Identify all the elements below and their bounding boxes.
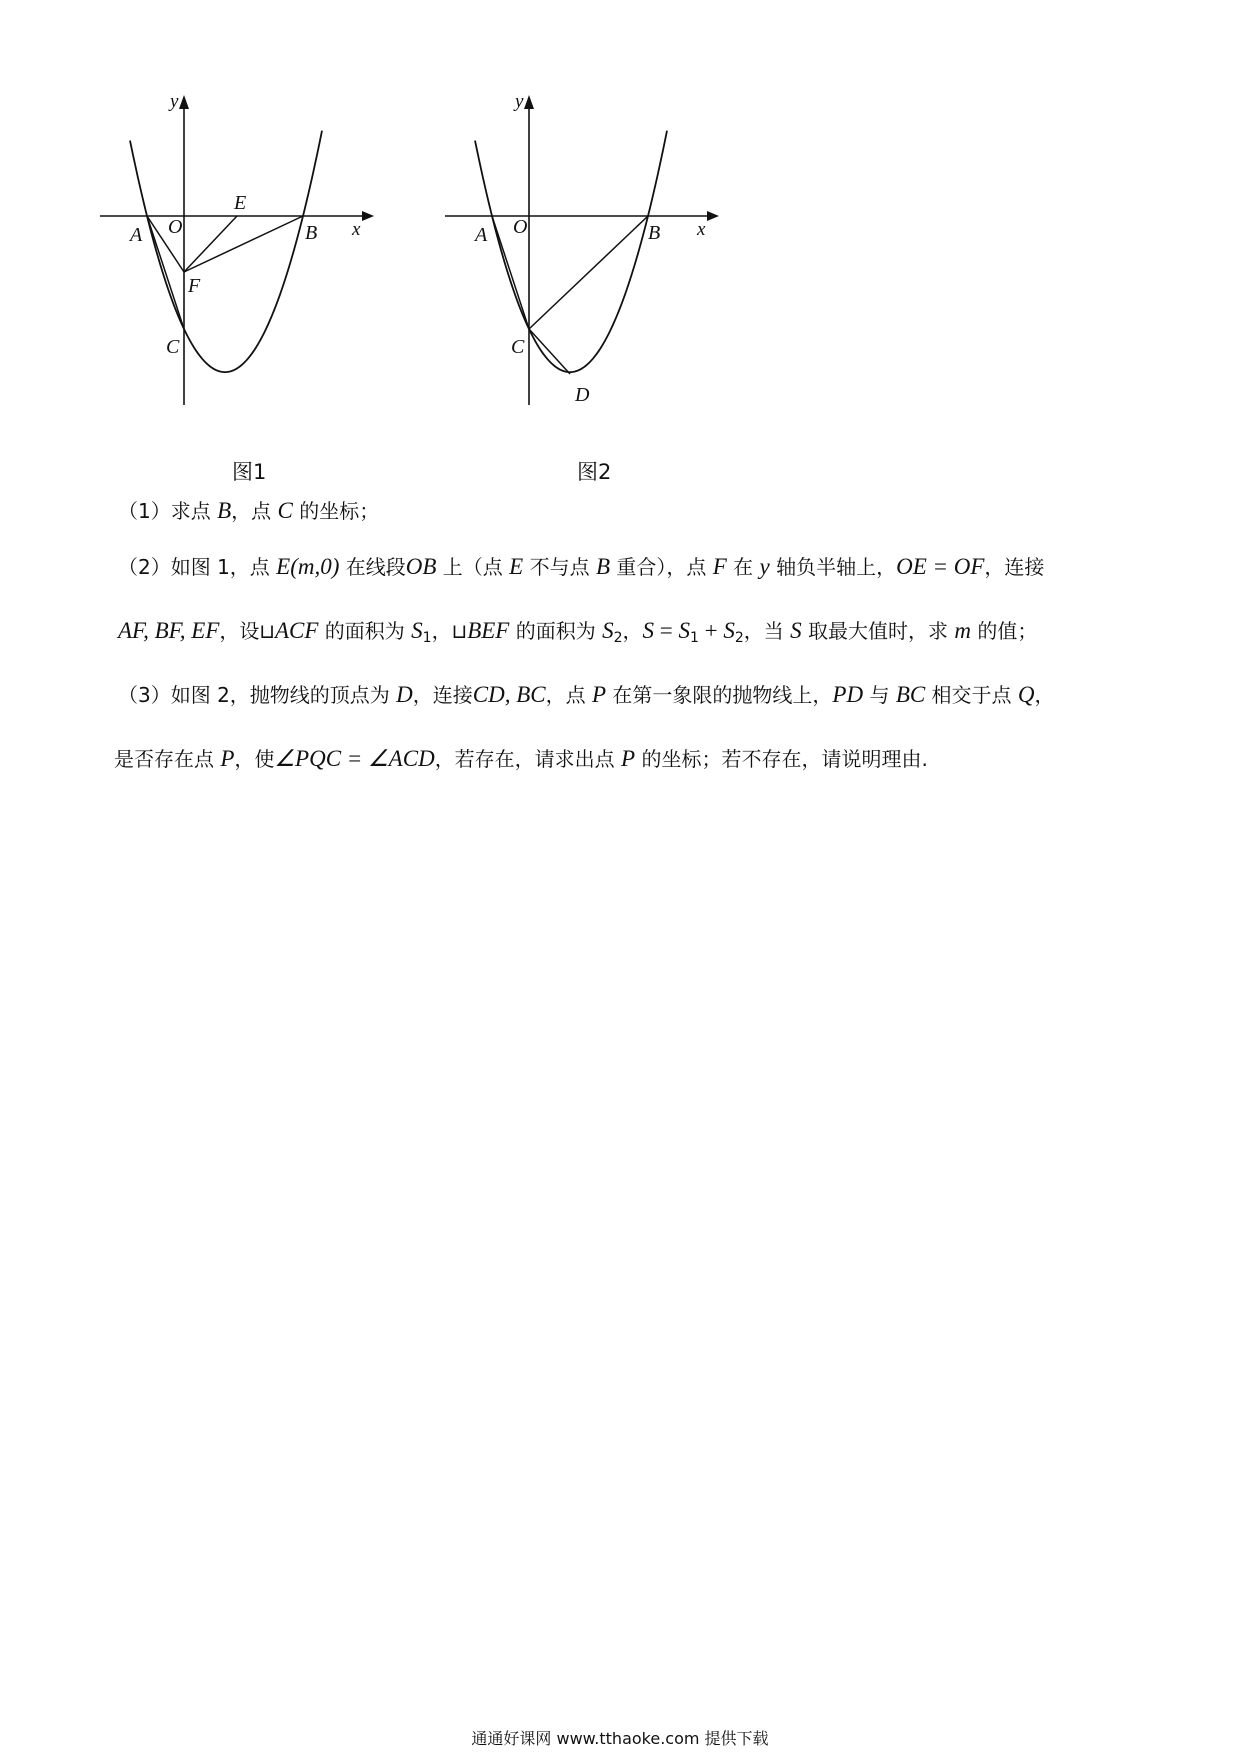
figure-1-diagram (100, 95, 400, 415)
q3-text: ，若存在，请求出点 (434, 747, 622, 771)
label-O: O (168, 216, 183, 238)
q1-text: （1）求点 (118, 499, 218, 523)
q2-text: 的值； (971, 619, 1038, 643)
figure-1-caption: 图1 (232, 460, 267, 484)
q2-text: （2）如图 1，点 (118, 555, 277, 579)
q2-text: 重合），点 (610, 555, 713, 579)
q2-text: 不与点 (523, 555, 596, 579)
q2-var: B (595, 554, 610, 579)
q3-text: ，连接 (412, 683, 473, 707)
q2-text: ，设 (219, 619, 260, 643)
q2-text: ， (622, 619, 643, 643)
q2-var: m (954, 618, 971, 643)
figure-2-diagram (445, 95, 745, 415)
figure-1 (100, 95, 400, 415)
segment-BC (529, 216, 648, 329)
label-O: O (513, 216, 528, 238)
q2-segments: AF, BF, EF (118, 618, 220, 643)
triangle-symbol: ⊔ (451, 619, 468, 643)
label-y: y (170, 95, 179, 112)
q3-text: 的坐标；若不存在，请说明理由. (635, 747, 928, 771)
subscript: 1 (422, 630, 432, 646)
q2-point-E: E(m,0) (276, 554, 340, 579)
q2-text: ，当 (743, 619, 791, 643)
x-axis-arrow (707, 211, 719, 221)
q1-point-B: B (217, 498, 232, 523)
label-x: x (697, 219, 706, 240)
q3-text: （3）如图 2，抛物线的顶点为 (118, 683, 397, 707)
q3-var: D (396, 682, 413, 707)
q2-text: 轴负半轴上， (769, 555, 897, 579)
subscript: 2 (734, 630, 744, 646)
q2-var: S (790, 618, 802, 643)
triangle-symbol: ⊔ (259, 619, 275, 643)
q3-var: Q (1017, 682, 1035, 707)
q2-triangle-ACF: ACF (274, 618, 319, 643)
q2-var: E (509, 554, 524, 579)
q3-segments: CD, BC (472, 682, 546, 707)
q3-text: 是否存在点 (114, 747, 221, 771)
equals: = (653, 618, 679, 643)
q3-text: 在第一象限的抛物线上， (606, 683, 833, 707)
q3-text: ， (1034, 683, 1055, 707)
plus: + (698, 618, 724, 643)
q3-segment: BC (895, 682, 926, 707)
label-A: A (475, 224, 488, 246)
question-3-line-2 (114, 745, 1124, 773)
q3-text: ，点 (545, 683, 592, 707)
q2-S: S (411, 618, 423, 643)
y-axis-arrow (524, 95, 534, 109)
label-A: A (130, 224, 143, 246)
label-B: B (648, 222, 661, 244)
q3-var: P (220, 746, 235, 771)
label-F: F (188, 275, 201, 297)
q3-angle-equation: ∠PQC = ∠ACD (274, 746, 435, 771)
label-D: D (575, 384, 590, 406)
q2-text: ， (431, 619, 452, 643)
subscript: 1 (689, 630, 699, 646)
q2-text: 的面积为 (318, 619, 412, 643)
q2-S: S (678, 618, 690, 643)
q1-point-C: C (277, 498, 293, 523)
label-B: B (305, 222, 318, 244)
subscript: 2 (613, 630, 623, 646)
q2-S: S (602, 618, 614, 643)
label-x: x (352, 219, 361, 240)
page-footer: 通通好课网 www.tthaoke.com 提供下载 (471, 1729, 769, 1748)
question-1 (118, 497, 1128, 525)
q2-var: y (759, 554, 770, 579)
q2-text: 的面积为 (509, 619, 603, 643)
segment-CD (529, 329, 570, 374)
q3-segment: PD (832, 682, 864, 707)
q2-text: ，连接 (984, 555, 1045, 579)
figure-2 (445, 95, 745, 415)
label-C: C (511, 336, 525, 358)
q2-text: 在线段 (339, 555, 406, 579)
label-C: C (166, 336, 180, 358)
q1-text: 的坐标； (292, 499, 380, 523)
y-axis-arrow (179, 95, 189, 109)
q2-equation: OE = OF (896, 554, 985, 579)
q3-text: ，使 (234, 747, 275, 771)
q2-S: S (642, 618, 654, 643)
question-3-line-1 (118, 681, 1128, 709)
q3-text: 与 (863, 683, 896, 707)
q2-text: 取最大值时，求 (801, 619, 955, 643)
question-2-line-2 (118, 617, 1128, 652)
segment-EF (184, 216, 237, 272)
question-2-line-1 (118, 553, 1128, 581)
q2-var: F (712, 554, 727, 579)
q3-var: P (592, 682, 607, 707)
q2-segment-OB: OB (405, 554, 437, 579)
q2-text: 在 (726, 555, 760, 579)
x-axis-arrow (362, 211, 374, 221)
label-y: y (515, 95, 524, 112)
q2-triangle-BEF: BEF (467, 618, 510, 643)
q3-var: P (621, 746, 636, 771)
segment-BF (184, 216, 303, 272)
q2-S: S (723, 618, 735, 643)
figure-2-caption: 图2 (577, 460, 612, 484)
q2-text: 上（点 (436, 555, 510, 579)
q3-text: 相交于点 (925, 683, 1018, 707)
label-E: E (234, 192, 247, 214)
q1-text: ，点 (231, 499, 278, 523)
